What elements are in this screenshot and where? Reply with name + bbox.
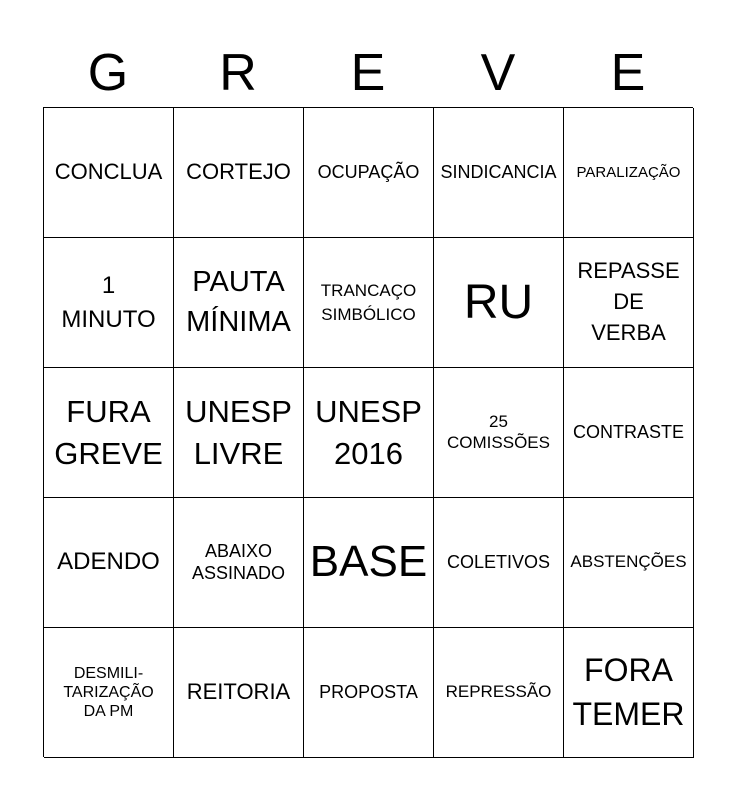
- cell-label: UNESP LIVRE: [185, 393, 292, 471]
- cell-label: TRANCAÇO SIMBÓLICO: [320, 280, 417, 324]
- cell-label: BASE: [309, 537, 428, 587]
- bingo-cell[interactable]: [174, 238, 304, 368]
- bingo-card-grid: [43, 107, 693, 757]
- cell-label: FORA TEMER: [572, 652, 685, 732]
- cell-label: FURA GREVE: [54, 393, 163, 471]
- bingo-cell[interactable]: [174, 628, 304, 758]
- bingo-cell[interactable]: [304, 108, 434, 238]
- bingo-cell[interactable]: [304, 238, 434, 368]
- bingo-cell[interactable]: [564, 628, 694, 758]
- header-letter: E: [610, 44, 646, 102]
- cell-label: REPASSE DE VERBA: [577, 258, 680, 345]
- bingo-cell[interactable]: [564, 108, 694, 238]
- cell-label: DESMILI- TARIZAÇÃO DA PM: [63, 664, 154, 721]
- bingo-cell[interactable]: [434, 238, 564, 368]
- cell-label: REPRESSÃO: [445, 682, 552, 702]
- cell-label: SINDICANCIA: [440, 161, 557, 182]
- cell-label: PROPOSTA: [319, 681, 418, 702]
- bingo-cell[interactable]: [564, 498, 694, 628]
- cell-label: CORTEJO: [186, 159, 291, 185]
- bingo-cell[interactable]: [434, 628, 564, 758]
- cell-label: 25 COMISSÕES: [447, 412, 550, 452]
- header-letter: R: [219, 44, 257, 102]
- header-letter: E: [350, 44, 386, 102]
- bingo-cell[interactable]: [564, 368, 694, 498]
- cell-label: REITORIA: [186, 679, 291, 705]
- cell-label: OCUPAÇÃO: [317, 161, 420, 182]
- bingo-header: [43, 40, 693, 106]
- header-letter: G: [87, 44, 129, 102]
- header-letter: V: [480, 44, 516, 102]
- bingo-cell[interactable]: [434, 108, 564, 238]
- bingo-cell[interactable]: [44, 108, 174, 238]
- bingo-cell[interactable]: [44, 238, 174, 368]
- cell-label: CONTRASTE: [572, 421, 684, 442]
- bingo-cell[interactable]: [304, 498, 434, 628]
- bingo-cell[interactable]: [44, 628, 174, 758]
- bingo-cell[interactable]: [44, 498, 174, 628]
- cell-label: UNESP 2016: [315, 393, 422, 471]
- cell-label: PARALIZAÇÃO: [576, 163, 681, 181]
- bingo-cell[interactable]: [434, 498, 564, 628]
- cell-label: ABAIXO ASSINADO: [191, 540, 286, 583]
- bingo-cell[interactable]: [304, 628, 434, 758]
- cell-label: PAUTA MÍNIMA: [186, 266, 291, 338]
- bingo-cell[interactable]: [174, 108, 304, 238]
- bingo-cell[interactable]: [44, 368, 174, 498]
- bingo-cell[interactable]: [304, 368, 434, 498]
- cell-label: CONCLUA: [54, 159, 163, 185]
- bingo-cell[interactable]: [174, 498, 304, 628]
- bingo-cell[interactable]: [174, 368, 304, 498]
- cell-label: ABSTENÇÕES: [570, 552, 687, 572]
- cell-label: COLETIVOS: [446, 551, 551, 572]
- bingo-cell[interactable]: [564, 238, 694, 368]
- cell-label: ADENDO: [57, 548, 160, 576]
- bingo-cell[interactable]: [434, 368, 564, 498]
- cell-label: 1 MINUTO: [61, 271, 156, 333]
- cell-label: RU: [463, 275, 534, 329]
